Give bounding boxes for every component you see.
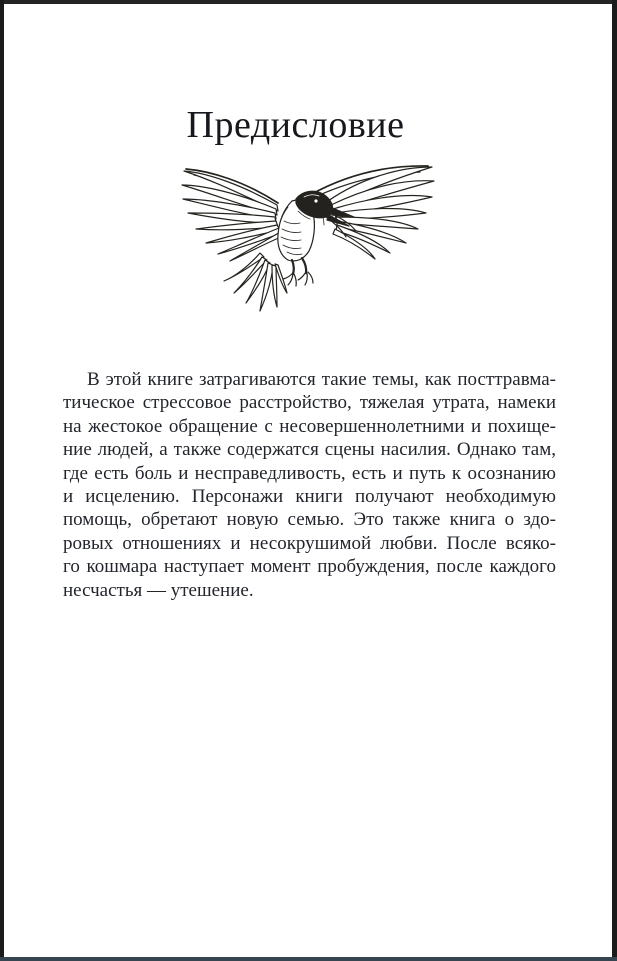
frame-edge-left: [0, 0, 4, 961]
paragraph-line: тическое стрессовое расстройство, тяжелая утрата, намеки: [63, 392, 556, 414]
paragraph-line: ровых отношениях и несокрушимой любви. После всяко-: [63, 532, 556, 554]
frame-edge-top: [0, 0, 617, 4]
paragraph-line: помощь, обретают новую семью. Это также книга о здо-: [63, 509, 556, 531]
paragraph-line: го кошмара наступает момент пробуждения, после каждого: [63, 556, 556, 578]
preface-paragraph: [63, 368, 556, 602]
paragraph-line: и исцелению. Персонажи книги получают необходимую: [63, 486, 556, 508]
paragraph-line: несчастья — утешение.: [63, 579, 254, 601]
paragraph-line: где есть боль и несправедливость, есть и путь к осознанию: [63, 462, 556, 484]
page-title: Предисловие: [186, 104, 405, 146]
frame-edge-right: [612, 0, 617, 961]
frame-edge-bottom: [0, 957, 617, 961]
paragraph-line: на жестокое обращение с несовершеннолетними и похище-: [63, 415, 556, 437]
raven-illustration: [180, 161, 436, 313]
paragraph-line: В этой книге затрагиваются такие темы, как посттравма-: [87, 369, 556, 390]
paragraph-line: ние людей, а также содержатся сцены насилия. Однако там,: [63, 439, 556, 461]
